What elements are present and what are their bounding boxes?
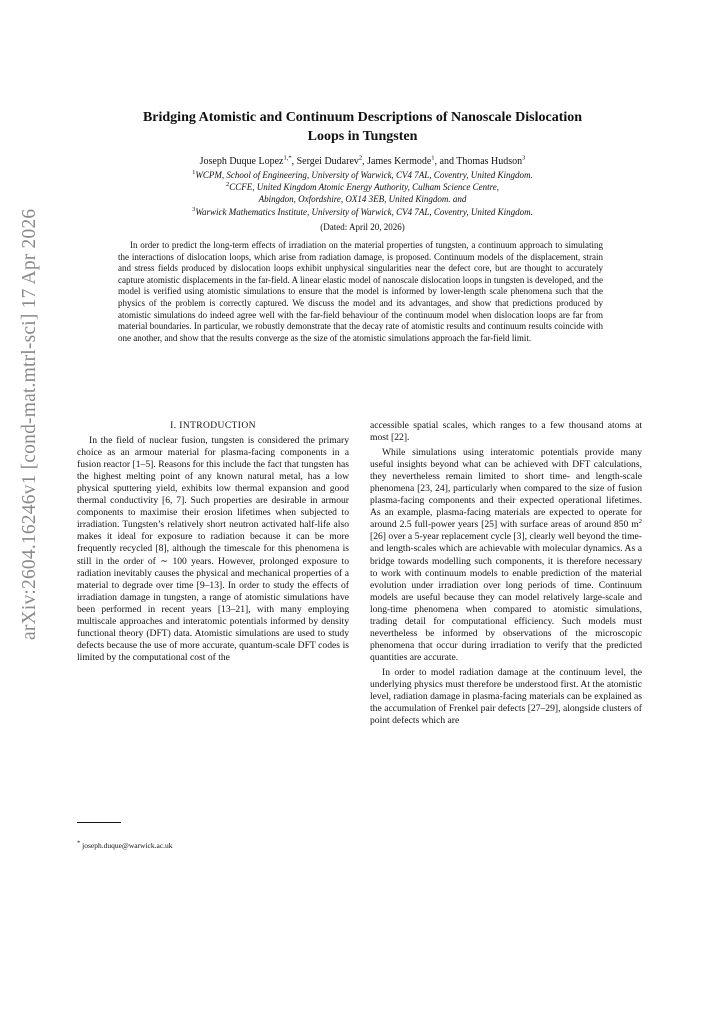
affiliation-3: [90, 207, 635, 219]
affiliation-text: Warwick Mathematics Institute, University of Warwick, CV4 7AL, Coventry, United Kingdom.: [195, 207, 533, 217]
superscript: 2: [638, 518, 642, 526]
footnote-divider: [77, 822, 121, 823]
affiliation-2: [90, 182, 635, 194]
author-list: [90, 156, 635, 168]
affiliation-text: CCFE, United Kingdom Atomic Energy Authority, Culham Science Centre,: [229, 182, 499, 192]
author-name: Joseph Duque Lopez: [199, 156, 284, 167]
affiliation-2-cont: [90, 194, 635, 206]
affiliation-mark: 3: [192, 206, 196, 213]
paper-title: [90, 108, 635, 146]
footnote: [77, 841, 349, 851]
section-heading-introduction: I. INTRODUCTION: [170, 421, 256, 431]
abstract: In order to predict the long-term effects of irradiation on the material properties of tungsten, a continuum approach to simulating the interactions of dislocation loops, which arise from radiation damage, is proposed. Continuum models of the displacement, strain and stress fields produced by dislocation loops exhibit unphysical singularities near the defect core, but are thought to accurately capture atomistic displacements in the far-field. A linear elastic model of nanoscale dislocation loops in tungsten is developed, and the model is verified using atomistic simulations to ensure that the model is informed by lower-length scale phenomena such that the physics of the problem is correctly captured. We discuss the model and its advantages, and show that predictions produced by atomistic simulations do indeed agree well with the far-field behaviour of the continuum model when dislocation loops are far from material boundaries. In particular, we robustly demonstrate that the decay rate of atomistic results and continuum results coincide with one another, and show that the results converge as the size of the atomistic simulations approach the far-field limit.: [118, 240, 603, 343]
body-paragraph: [370, 447, 642, 664]
dated-line: (Dated: April 20, 2026): [320, 222, 405, 232]
author-name: , Sergei Dudarev: [291, 156, 359, 167]
author-mark: 1,*: [283, 154, 292, 162]
affiliation-text: Abingdon, Oxfordshire, OX14 3EB, United Kingdom. and: [258, 194, 467, 204]
right-column: [370, 420, 642, 727]
author-name: , James Kermode: [362, 156, 432, 167]
author-name: , and Thomas Hudson: [434, 156, 523, 167]
author-mark: 3: [522, 154, 526, 162]
paragraph-text: While simulations using interatomic potentials provide many useful insights beyond what can be achieved with DFT calculations, they nevertheless remain limited to short time- and length-scale phenomena [23, 24], particularly when compared to the size of fusion plasma-facing components and their expected operational lifetimes. As an example, plasma-facing materials are expected to operate for around 2.5 full-power years [25] with surface areas of around 850 m: [370, 447, 642, 531]
footnote-mark: *: [77, 839, 81, 847]
affiliation-mark: 2: [226, 181, 230, 188]
body-paragraph: accessible spatial scales, which ranges to a few thousand atoms at most [22].: [370, 420, 642, 444]
affiliation-1: [90, 170, 635, 182]
paragraph-text: [26] over a 5-year replacement cycle [3], clearly well beyond the time- and length-scales which are achievable with molecular dynamics. As a bridge towards modelling such components, it is therefore necessary to work with continuum models to enable prediction of the material evolution under irradiation over long periods of time. Continuum models are useful because they can model relatively large-scale and long-time phenomena when compared to atomistic simulations, trading detail for computational efficiency. Such models must nevertheless be informed by observations of the microscopic phenomena that occur during irradiation to verify that the predicted quantities are accurate.: [370, 531, 642, 663]
affiliation-text: WCPM, School of Engineering, University of Warwick, CV4 7AL, Coventry, United Kingdom.: [195, 170, 533, 180]
affiliation-mark: 1: [192, 169, 196, 176]
title-line-1: Bridging Atomistic and Continuum Descriptions of Nanoscale Dislocation: [142, 110, 583, 125]
arxiv-identifier-stamp[interactable]: arXiv:2604.16246v1 [cond-mat.mtrl-sci] 17 Apr 2026: [19, 208, 40, 640]
author-mark: 1: [431, 154, 435, 162]
left-column: [77, 420, 349, 664]
footnote-email-link[interactable]: joseph.duque@warwick.ac.uk: [82, 841, 173, 850]
author-mark: 2: [358, 154, 363, 162]
body-paragraph: In the field of nuclear fusion, tungsten is considered the primary choice as an armour material for plasma-facing components in a fusion reactor [1–5]. Reasons for this include the fact that tungsten has the highest melting point of any known natural metal, has a low physical sputtering yield, exhibits low thermal expansion and good thermal conductivity [6, 7]. Such properties are desirable in armour components to maximise their erosion lifetimes when subjected to irradiation. Tungsten’s relatively short neutron activated half-life also makes it ideal for exposure to radiation because it can be more frequently recycled [8], although the timescale for this phenomena is still in the order of ∼ 100 years. However, prolonged exposure to radiation inevitably causes the physical and mechanical properties of a material to degrade over time [9–13]. In order to study the effects of irradiation damage in tungsten, a range of atomistic simulations have been performed in recent years [13–21], with many employing multiscale approaches and interatomic potentials informed by density functional theory (DFT) data. Atomistic simulations are used to study defects because the use of more accurate, quantum-scale DFT codes is limited by the computational cost of the: [77, 435, 349, 663]
body-paragraph: In order to model radiation damage at the continuum level, the underlying physics must therefore be understood first. At the atomistic level, radiation damage in plasma-facing materials can be explained as the accumulation of Frenkel pair defects [27–29], alongside clusters of point defects which are: [370, 666, 642, 727]
title-line-2: Loops in Tungsten: [307, 129, 418, 144]
